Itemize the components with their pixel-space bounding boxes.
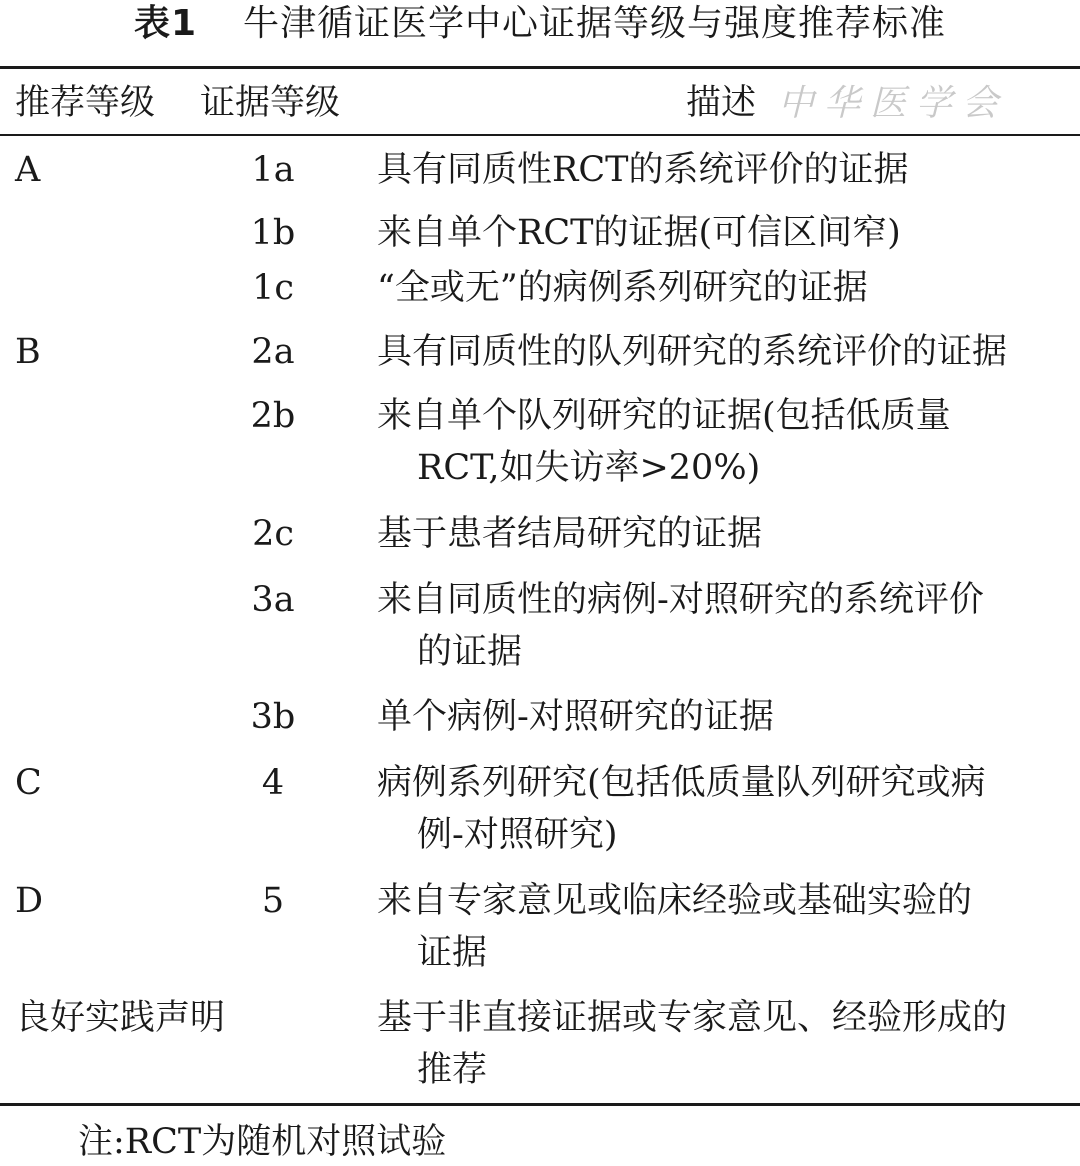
description: 来自单个队列研究的证据(包括低质量 RCT,如失访率>20%) xyxy=(377,396,951,488)
evidence-level: 5 xyxy=(261,881,285,921)
evidence-level: 1b xyxy=(250,213,296,253)
recommendation-grade: C xyxy=(15,763,42,803)
recommendation-grade: 良好实践声明 xyxy=(15,998,226,1038)
evidence-level: 2c xyxy=(252,514,294,554)
evidence-level: 3b xyxy=(250,697,296,737)
evidence-level: 2b xyxy=(250,396,296,436)
table-note: 注:RCT为随机对照试验 xyxy=(78,1122,447,1162)
bottom-rule xyxy=(0,1103,1080,1106)
description: 基于非直接证据或专家意见、经验形成的 推荐 xyxy=(377,998,1008,1090)
top-rule xyxy=(0,66,1080,69)
header-rule xyxy=(0,134,1080,136)
description: 具有同质性RCT的系统评价的证据 xyxy=(377,150,909,190)
table-number: 表1 xyxy=(133,3,198,44)
description: 病例系列研究(包括低质量队列研究或病 例-对照研究) xyxy=(377,763,986,855)
description: 具有同质性的队列研究的系统评价的证据 xyxy=(377,332,1008,372)
evidence-level: 3a xyxy=(251,580,295,620)
watermark: 中华医学会 xyxy=(778,83,1009,124)
table-title xyxy=(0,0,1080,52)
description: 来自同质性的病例-对照研究的系统评价 的证据 xyxy=(377,580,984,672)
evidence-level: 2a xyxy=(251,332,295,372)
evidence-level: 1c xyxy=(252,268,294,308)
header-description: 描述 xyxy=(686,83,757,123)
evidence-level: 4 xyxy=(261,763,285,803)
description: “全或无”的病例系列研究的证据 xyxy=(377,268,868,308)
table-title-text: 牛津循证医学中心证据等级与强度推荐标准 xyxy=(243,3,947,44)
recommendation-grade: B xyxy=(15,332,41,372)
evidence-level: 1a xyxy=(251,150,295,190)
recommendation-grade: D xyxy=(15,881,44,921)
description: 来自专家意见或临床经验或基础实验的 证据 xyxy=(377,881,973,973)
header-evidence: 证据等级 xyxy=(200,83,341,123)
recommendation-grade: A xyxy=(15,150,41,190)
description: 单个病例-对照研究的证据 xyxy=(377,697,774,737)
description: 基于患者结局研究的证据 xyxy=(377,514,763,554)
description: 来自单个RCT的证据(可信区间窄) xyxy=(377,213,901,253)
header-recommendation: 推荐等级 xyxy=(15,83,156,123)
